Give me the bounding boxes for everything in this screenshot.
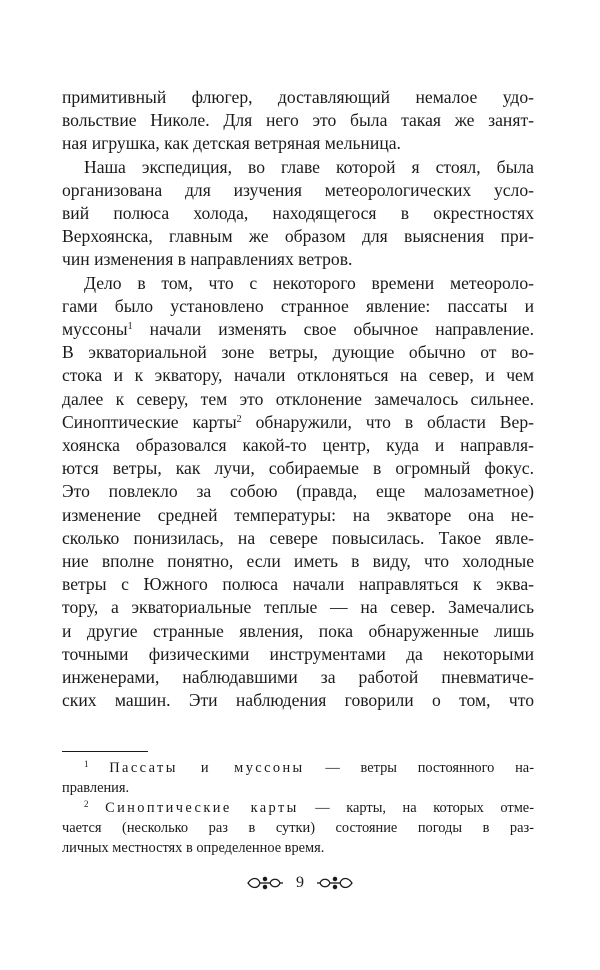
footnote-2 — [62, 798, 534, 858]
text-line: чается (несколько раз в сутки) состояние погоды в раз- — [62, 820, 534, 836]
text-line: изменение средней температуры: на экваторе она не- — [62, 504, 534, 525]
text-line: Дело в том, что с некоторого времени метеороло- — [84, 272, 534, 293]
text-line: Это повлекло за собою (правда, еще малозаметное) — [62, 481, 534, 502]
text-line: В экваториальной зоне ветры, дующие обычно от во- — [62, 342, 534, 363]
footnotes — [62, 758, 534, 858]
text-fragment: Синоптические карты — [62, 411, 237, 432]
footnote-number: 1 — [84, 759, 89, 769]
floral-ornament-icon — [246, 874, 284, 892]
text-line: инженерами, наблюдавшими за работой пневматиче- — [62, 667, 534, 688]
text-fragment: — карты, на которых отме- — [298, 800, 534, 816]
footnote-marker-1: 1 — [127, 321, 133, 333]
footnote-term: Пассаты и муссоны — [109, 760, 305, 776]
paragraph-3 — [62, 272, 534, 713]
text-line: ная игрушка, как детская ветряная мельница. — [62, 133, 401, 154]
text-line: Наша экспедиция, во главе которой я стоял, была — [84, 156, 534, 177]
text-line — [62, 318, 534, 341]
text-line — [62, 798, 534, 818]
paragraph-1 — [62, 86, 534, 156]
text-line: чин изменения в направлениях ветров. — [62, 249, 353, 270]
text-line: Верхоянска, главным же образом для выяснения при- — [62, 226, 534, 247]
text-line: вий полюса холода, находящегося в окрестностях — [62, 203, 534, 224]
page-footer — [0, 868, 600, 898]
text-line: организована для изучения метеорологических усло- — [62, 179, 534, 200]
main-text — [62, 86, 534, 712]
footnote-marker-2: 2 — [236, 413, 242, 425]
text-line: и другие странные явления, пока обнаруженные лишь — [62, 620, 534, 641]
text-line: правления. — [62, 780, 130, 796]
footnote-number: 2 — [84, 799, 89, 809]
footnote-divider — [62, 751, 148, 752]
text-line: личных местностях в определенное время. — [62, 840, 325, 856]
text-line: точными физическими инструментами да некоторыми — [62, 643, 534, 664]
text-line: ских машин. Эти наблюдения говорили о том, что — [62, 690, 534, 711]
paragraph-2 — [62, 156, 534, 272]
text-line: гами было установлено странное явление: пассаты и — [62, 295, 534, 316]
text-line: вольствие Николе. Для него это была такая же занят- — [62, 110, 534, 131]
floral-ornament-icon — [316, 874, 354, 892]
footnote-term: Синоптические карты — [105, 800, 299, 816]
text-line: примитивный флюгер, доставляющий немалое удо- — [62, 87, 534, 107]
page-number: 9 — [296, 874, 304, 891]
text-fragment: начали изменять свое обычное направление. — [132, 319, 534, 340]
text-line — [62, 758, 534, 778]
text-line: ние вполне понятно, если иметь в виду, что холодные — [62, 551, 534, 572]
text-line: сколько понизилась, на севере повысилась. Такое явле- — [62, 527, 534, 548]
footnote-1 — [62, 758, 534, 798]
text-fragment: муссоны — [62, 319, 128, 340]
text-line: тору, а экваториальные теплые — на север. Замечались — [62, 597, 534, 618]
text-line: далее к северу, тем это отклонение замечалось сильнее. — [62, 388, 534, 409]
text-line: хоянска образовался какой-то центр, куда и направля- — [62, 435, 534, 456]
text-fragment: обнаружили, что в области Вер- — [241, 411, 534, 432]
text-line — [62, 411, 534, 434]
text-fragment: — ветры постоянного на- — [304, 760, 534, 776]
text-line: ются ветры, как лучи, собираемые в огромный фокус. — [62, 458, 534, 479]
text-line: стока и к экватору, начали отклоняться на север, и чем — [62, 365, 534, 386]
text-line: ветры с Южного полюса начали направляться к эква- — [62, 574, 534, 595]
